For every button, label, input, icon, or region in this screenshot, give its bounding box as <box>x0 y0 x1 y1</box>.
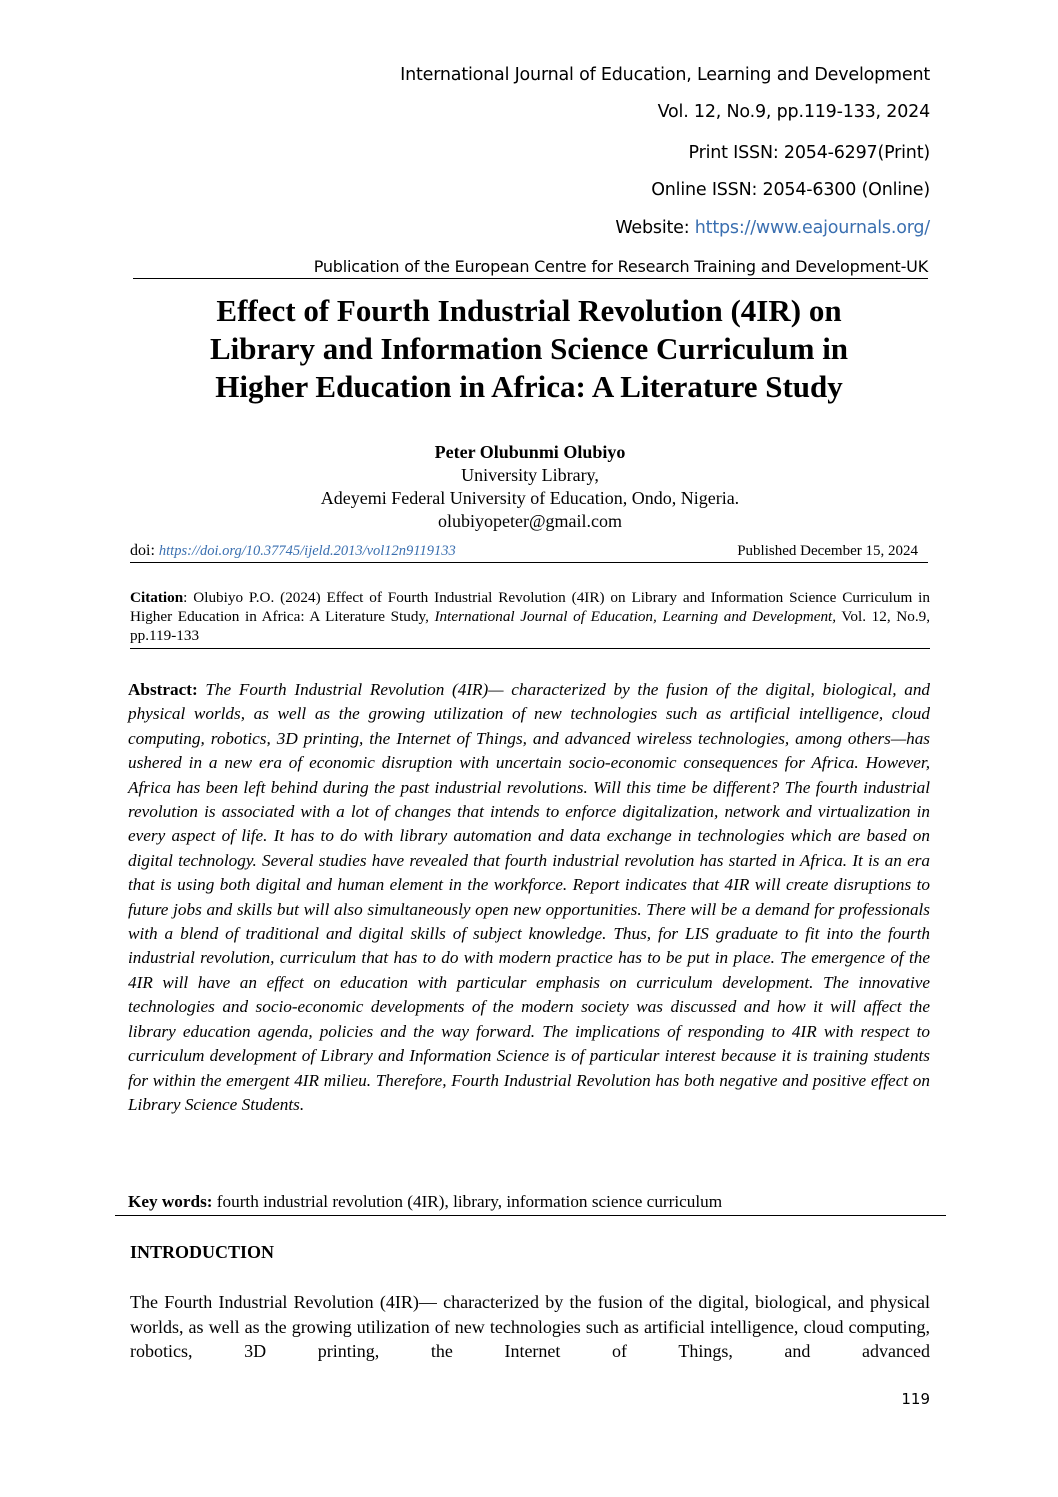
introduction-paragraph: The Fourth Industrial Revolution (4IR)— characterized by the fusion of the digital, biological, and physical worlds, as well as the growing utilization of new technologies such as artificial intelligence, cloud computing, robotics, 3D printing, the Internet of Things, and advanced <box>130 1292 930 1361</box>
author-block <box>130 441 930 533</box>
online-issn: Online ISSN: 2054-6300 (Online) <box>651 180 930 200</box>
website-line <box>615 220 930 238</box>
keywords <box>115 1190 946 1216</box>
author-institution: Adeyemi Federal University of Education, Ondo, Nigeria. <box>320 488 740 508</box>
citation <box>130 588 930 649</box>
doi-label: doi: <box>130 542 159 559</box>
citation-journal: International Journal of Education, Learning and Development, <box>434 608 837 625</box>
print-issn: Print ISSN: 2054-6297(Print) <box>688 143 930 163</box>
website-label: Website: <box>615 218 695 238</box>
paper-title <box>100 292 958 406</box>
publisher-line: Publication of the European Centre for Research Training and Development-UK <box>133 258 928 279</box>
author-email[interactable]: olubiyopeter@gmail.com <box>437 511 623 531</box>
website-link[interactable]: https://www.eajournals.org/ <box>694 218 930 238</box>
citation-volume: Vol. 12, No.9, pp.119-133 <box>130 608 931 644</box>
journal-name: International Journal of Education, Learning and Development <box>400 65 930 85</box>
doi-link[interactable]: https://doi.org/10.37745/ijeld.2013/vol12n9119133 <box>158 543 456 559</box>
keywords-text: fourth industrial revolution (4IR), library, information science curriculum <box>212 1192 723 1211</box>
doi-row <box>130 540 928 563</box>
title-line: Library and Information Science Curriculum in <box>209 331 849 366</box>
keywords-label: Key words: <box>128 1192 213 1211</box>
citation-label: Citation <box>130 589 184 606</box>
author-name: Peter Olubunmi Olubiyo <box>434 442 626 462</box>
abstract-label: Abstract: <box>128 680 198 699</box>
title-line: Higher Education in Africa: A Literature Study <box>215 369 843 404</box>
author-department: University Library, <box>461 465 599 485</box>
abstract <box>128 678 930 1117</box>
published-date: Published December 15, 2024 <box>737 543 918 559</box>
abstract-text: The Fourth Industrial Revolution (4IR)— characterized by the fusion of the digital, biological, and physical worlds, as well as the growing utilization of new technologies such as artificial intelligence, cloud computing, robotics, 3D printing, the Internet of Things, and advanced wireless technologies, among others—has ushered in a new era of economic disruption with uncertain socio-economic consequences for Africa. However, Africa has been left behind during the past industrial revolutions. Will this time be different? The fourth industrial revolution is associated with a lot of changes that intends to enforce digitalization, network and virtualization in every aspect of life. It has to do with library automation and data exchange in technologies which are based on digital technology. Several studies have revealed that fourth industrial revolution has started in Africa. It is an era that is using both digital and human element in the workforce. Report indicates that 4IR will create disruptions to future jobs and skills but will also simultaneously open new opportunities. There will be a demand for professionals with a blend of traditional and digital skills of subject knowledge. Thus, for LIS graduate to fit into the fourth industrial revolution, curriculum that has to do with modern practice has to be put in place. The emergence of the 4IR will have an effect on education with particular emphasis on curriculum development. The innovative technologies and socio-economic developments of the modern society was discussed and how it will affect the library education agenda, policies and the way forward. The implications of responding to 4IR with respect to curriculum development of Library and Information Science is of particular interest because it is training students for within the emergent 4IR milieu. Therefore, Fourth Industrial Revolution has both negative and positive effect on Library Science Students. <box>128 680 931 1114</box>
introduction-heading: INTRODUCTION <box>130 1242 275 1262</box>
volume-info: Vol. 12, No.9, pp.119-133, 2024 <box>657 102 930 122</box>
page-number: 119 <box>901 1390 930 1408</box>
citation-text: : Olubiyo P.O. (2024) Effect of Fourth Industrial Revolution (4IR) on Library and Information Science Curriculum in Higher Education in Africa: A Literature Study, <box>130 589 930 625</box>
title-line: Effect of Fourth Industrial Revolution (4IR) on <box>216 293 842 328</box>
